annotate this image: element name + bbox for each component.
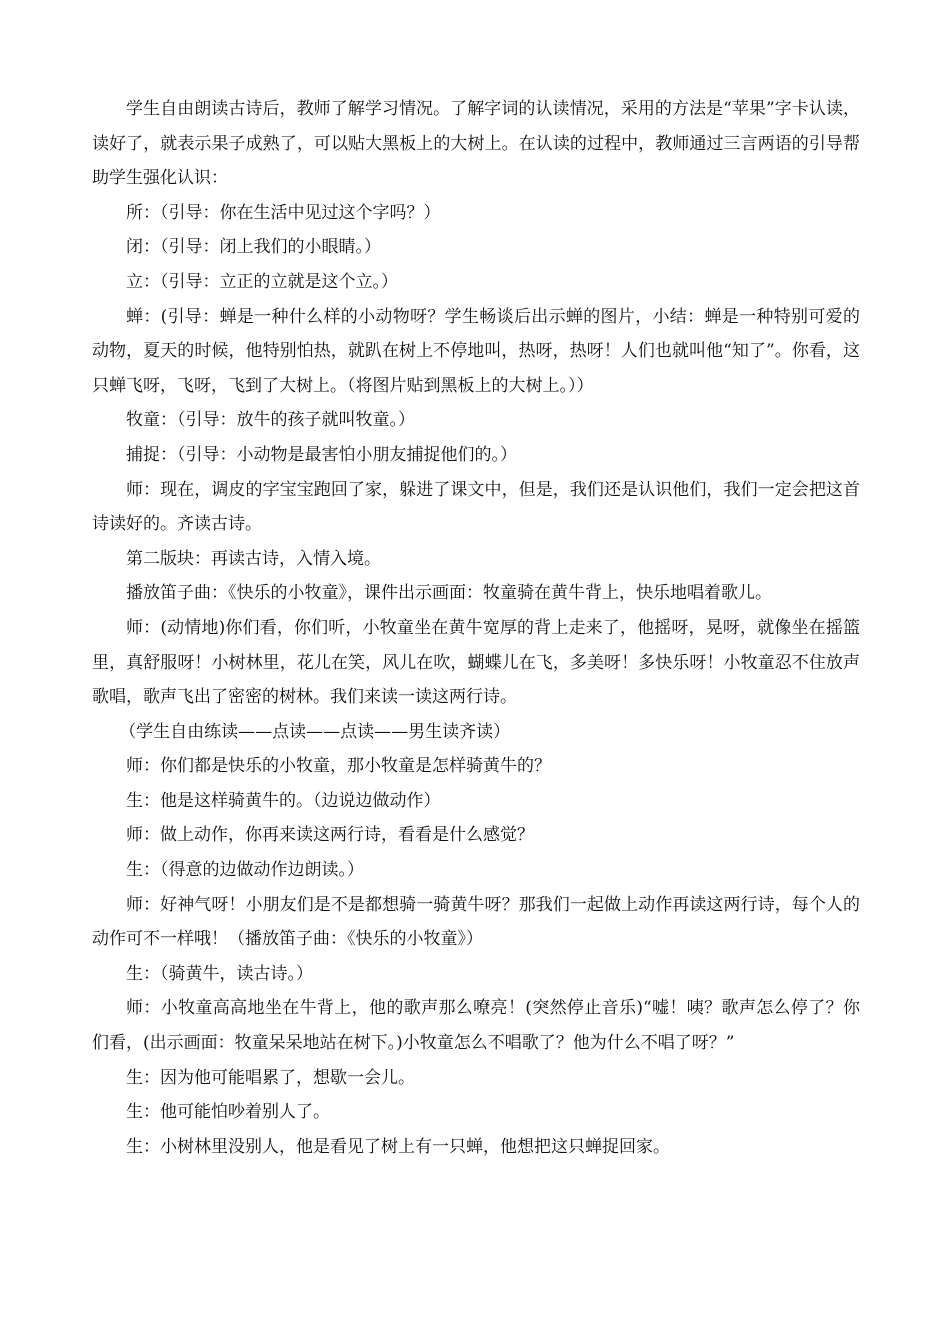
paragraph-word-bi: 闭：（引导：闭上我们的小眼睛。） [126,237,381,258]
paragraph-teacher-prompt: 师：做上动作，你再来读这两行诗，看看是什么感觉？ [126,825,534,846]
paragraph-student-reading: 生：（得意的边做动作边朗读。） [126,860,364,881]
paragraph-play-music: 播放笛子曲：《快乐的小牧童》，课件出示画面：牧童骑在黄牛背上，快乐地唱着歌儿。 [126,583,772,604]
paragraph-student-cicada: 生：小树林里没别人，他是看见了树上有一只蝉，他想把这只蝉捉回家。 [126,1136,670,1157]
paragraph-teacher-question: 师：你们都是快乐的小牧童，那小牧童是怎样骑黄牛的？ [126,756,551,777]
paragraph-word-mutong: 牧童：（引导：放牛的孩子就叫牧童。） [126,410,415,431]
paragraph-word-li: 立：（引导：立正的立就是这个立。） [126,271,398,292]
paragraph-teacher-stop-music: 师：小牧童高高地坐在牛背上，他的歌声那么嘹亮！(突然停止音乐)“嘘！咦？歌声怎么停了？你们看，(出示画面：牧童呆呆地站在树下。)小牧童怎么不唱歌了？他为什么不唱了呀？” [92,998,860,1054]
paragraph-word-buzhuo: 捕捉：（引导：小动物是最害怕小朋友捕捉他们的。） [126,444,517,465]
paragraph-section-heading: 第二版块：再读古诗，入情入境。 [126,548,381,569]
paragraph-word-suo: 所：（引导：你在生活中见过这个字吗？） [126,202,441,223]
paragraph-reading-steps: （学生自由练读——点读——点读——男生读齐读） [119,721,511,742]
paragraph-student-answer: 生：他是这样骑黄牛的。（边说边做动作） [126,790,441,811]
paragraph-teacher-read-poem: 师：现在，调皮的字宝宝跑回了家，躲进了课文中，但是，我们还是认识他们，我们一定会把这首诗读好的。齐读古诗。 [92,479,860,535]
paragraph-student-ride: 生：（骑黄牛，读古诗。） [126,963,313,984]
paragraph-word-chan: 蝉：(引导：蝉是一种什么样的小动物呀？学生畅谈后出示蝉的图片，小结：蝉是一种特别可爱的动物，夏天的时候，他特别怕热，就趴在树上不停地叫，热呀，热呀！人们也就叫他“知了”。你看，这只蝉飞呀，飞呀，飞到了大树上。（将图片贴到黑板上的大树上。）） [92,306,860,396]
paragraph-intro: 学生自由朗读古诗后，教师了解学习情况。了解字词的认读情况，采用的方法是“苹果”字卡认读，读好了，就表示果子成熟了，可以贴大黑板上的大树上。在认读的过程中，教师通过三言两语的引导帮助学生强化认识： [92,99,860,189]
document-page [92,92,860,1164]
paragraph-teacher-emotional: 师：(动情地)你们看，你们听，小牧童坐在黄牛宽厚的背上走来了，他摇呀，晃呀，就像坐在摇篮里，真舒服呀！小树林里，花儿在笑，风儿在吹，蝴蝶儿在飞，多美呀！多快乐呀！小牧童忍不住放声歌唱，歌声飞出了密密的树林。我们来读一读这两行诗。 [92,617,860,708]
paragraph-student-tired: 生：因为他可能唱累了，想歇一会儿。 [126,1067,415,1088]
paragraph-student-quiet: 生：他可能怕吵着别人了。 [126,1102,330,1123]
paragraph-teacher-praise: 师：好神气呀！小朋友们是不是都想骑一骑黄牛呀？那我们一起做上动作再读这两行诗，每个人的动作可不一样哦！（播放笛子曲：《快乐的小牧童》） [92,894,860,950]
